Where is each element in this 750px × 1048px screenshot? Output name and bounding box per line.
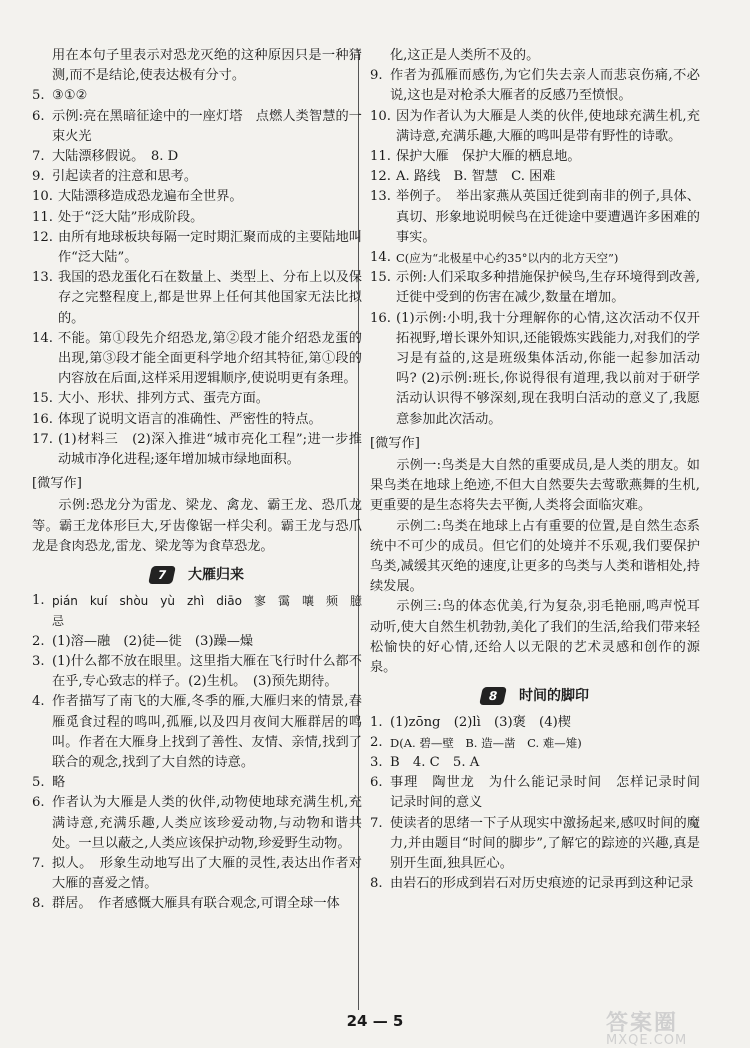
- answer-item: [370, 713, 700, 733]
- page-number: 24 — 5: [346, 1012, 404, 1030]
- answer-number: 6.: [32, 795, 45, 811]
- right-writing-examples: [370, 456, 700, 678]
- answer-number: 8.: [32, 896, 45, 912]
- answer-text: 事理 陶世龙 为什么能记录时间 怎样记录时间 记录时间的意义: [390, 775, 714, 811]
- answer-item: [32, 773, 362, 793]
- answer-number: 5.: [32, 775, 45, 791]
- watermark-url: MXQE.COM: [606, 1033, 688, 1048]
- right-answer-list: [370, 46, 700, 430]
- answer-number: 9.: [32, 169, 45, 185]
- answer-item: [370, 147, 700, 167]
- answer-number: 6.: [370, 775, 383, 791]
- answer-item: [32, 652, 362, 692]
- answer-text: 大陆漂移假说。 8. D: [52, 149, 179, 165]
- answer-text: 示例:人们采取多种措施保护候鸟,生存环境得到改善,迁徙中受到的伤害在减少,数量在增加。: [396, 270, 700, 306]
- section-7-heading: [32, 565, 362, 585]
- watermark-text: 答案圈: [606, 1011, 679, 1036]
- answer-item: [32, 187, 362, 207]
- answer-text: 作者为孤雁而感伤,为它们失去亲人而悲哀伤痛,不必说,这也是对枪杀大雁者的反感乃至愤恨。: [390, 68, 700, 104]
- answer-item: [32, 389, 362, 409]
- section-7-answers: [32, 591, 375, 914]
- answer-number: 5.: [32, 88, 45, 104]
- answer-number: 12.: [370, 169, 391, 185]
- left-answer-list: [32, 46, 362, 470]
- answer-text: pián kuí shòu yù zhì diāo 寥 霭 嚷 频 臆 忌: [52, 594, 375, 629]
- answer-item: [32, 894, 362, 914]
- answer-item: [32, 268, 362, 329]
- answer-number: 12.: [32, 229, 53, 245]
- answer-text: 化,这正是人类所不及的。: [390, 48, 540, 63]
- answer-text: 略: [52, 775, 66, 791]
- answer-item: [32, 632, 362, 652]
- answer-text: (1)溶—融 (2)徒—徙 (3)躁—燥: [52, 633, 254, 649]
- answer-text: (1)材料三 (2)深入推进“城市亮化工程”;进一步推动城市净化进程;逐年增加城市绿地面积。: [58, 431, 362, 468]
- answer-item: [32, 430, 362, 470]
- answer-number: 14.: [370, 250, 391, 266]
- answer-text: D(A. 碧—壁 B. 造—凿 C. 难—雉): [390, 735, 582, 750]
- answer-number: 15.: [370, 270, 391, 286]
- answer-item: [370, 107, 700, 147]
- answer-number: 14.: [32, 330, 53, 346]
- answer-text: A. 路线 B. 智慧 C. 困难: [396, 169, 556, 185]
- answer-item: [370, 773, 714, 813]
- answer-number: 7.: [32, 149, 45, 165]
- answer-item: [370, 309, 700, 430]
- answer-number: 16.: [32, 411, 53, 427]
- answer-item: [32, 208, 362, 228]
- answer-number: 4.: [32, 694, 45, 710]
- answer-item: [32, 228, 362, 268]
- section-7-title: 大雁归来: [188, 567, 244, 584]
- answer-number: 7.: [370, 815, 383, 831]
- answer-text: 使读者的思绪一下子从现实中激扬起来,感叹时间的魔力,并由题目“时间的脚步”,了解它的踪迹的兴趣,真是别开生面,独具匠心。: [390, 815, 700, 871]
- answer-number: 3.: [32, 653, 45, 669]
- answer-number: 13.: [370, 189, 391, 205]
- answer-item: [32, 46, 362, 86]
- answer-number: 7.: [32, 855, 45, 871]
- answer-text: 作者描写了南飞的大雁,冬季的雁,大雁归来的情景,春雁觅食过程的鸣叫,孤雁,以及四月夜间大雁群居的鸣叫。作者在大雁身上找到了善性、友情、亲情,找到了联合的观念,找到了大自然的诗意。: [52, 694, 362, 770]
- answer-item: [370, 187, 700, 248]
- section-7-badge: 7: [148, 566, 176, 584]
- answer-text: 群居。 作者感慨大雁具有联合观念,可谓全球一体: [52, 896, 340, 912]
- answer-item: [32, 854, 362, 894]
- answer-text: C(应为“北极星中心约35°以内的北方天空”): [396, 251, 619, 266]
- answer-item: [370, 46, 700, 66]
- section-8-heading: [370, 686, 700, 706]
- answer-text: 拟人。 形象生动地写出了大雁的灵性,表达出作者对大雁的喜爱之情。: [52, 855, 362, 892]
- answer-text: (1)什么都不放在眼里。这里指大雁在飞行时什么都不在乎,专心致志的样子。(2)生机。 (3)预先期待。: [52, 653, 362, 690]
- section-8-badge: 8: [479, 687, 507, 705]
- answer-text: 处于“泛大陆”形成阶段。: [58, 209, 204, 225]
- answer-item: [370, 814, 700, 875]
- answer-text: ③①②: [52, 88, 88, 104]
- right-column: [370, 46, 714, 894]
- answer-item: [370, 733, 700, 753]
- answer-text: 引起读者的注意和思考。: [52, 169, 198, 185]
- answer-text: 我国的恐龙蛋化石在数量上、类型上、分布上以及保存之完整程度上,都是世界上任何其他国家无法比拟的。: [58, 270, 362, 326]
- watermark-logo: [606, 1006, 736, 1048]
- answer-number: 1.: [32, 593, 45, 609]
- answer-number: 15.: [32, 391, 53, 407]
- writing-example: 示例一:鸟类是大自然的重要成员,是人类的朋友。如果鸟类在地球上绝迹,不但大自然要失去莺歌燕舞的生机,更重要的是生态将失去平衡,人类将会面临灾难。: [370, 458, 700, 514]
- answer-text: 大小、形状、排列方式、蛋壳方面。: [58, 391, 269, 407]
- left-writing-text: 示例:恐龙分为雷龙、梁龙、禽龙、霸王龙、恐爪龙等。霸王龙体形巨大,牙齿像锯一样尖利。霸王龙与恐爪龙是食肉恐龙,雷龙、梁龙等为食草恐龙。: [32, 498, 362, 554]
- answer-number: 1.: [370, 714, 383, 730]
- answer-number: 10.: [32, 189, 53, 205]
- answer-item: [370, 248, 700, 268]
- answer-text: 大陆漂移造成恐龙遍布全世界。: [58, 189, 243, 205]
- section-8-title: 时间的脚印: [519, 688, 589, 705]
- answer-item: [32, 329, 362, 390]
- right-writing-header: [微写作]: [370, 435, 420, 451]
- answer-item: [370, 753, 700, 773]
- answer-number: 13.: [32, 270, 53, 286]
- answer-number: 3.: [370, 754, 383, 770]
- answer-item: [32, 107, 362, 147]
- answer-number: 8.: [370, 876, 383, 892]
- answer-text: (1)示例:小明,我十分理解你的心情,这次活动不仅开拓视野,增长课外知识,还能锻炼实践能力,对我们的学习是有益的,这是班级集体活动,你能一起参加活动吗? (2)示例:班长,你说得很有道理,我以前对于研学活动认识得不够深刻,现在我明白活动的意义了,我愿意参加此次活动。: [396, 310, 700, 427]
- answer-number: 11.: [370, 149, 391, 165]
- answer-text: 不能。第①段先介绍恐龙,第②段才能介绍恐龙蛋的出现,第③段才能全面更科学地介绍其特征,第①段的内容放在后面,这样采用逻辑顺序,使说明更有条理。: [58, 330, 362, 387]
- answer-number: 2.: [32, 633, 45, 649]
- answer-text: 举例子。 举出家燕从英国迁徙到南非的例子,具体、真切、形象地说明候鸟在迁徙途中要遭遇许多困难的事实。: [396, 189, 700, 245]
- answer-item: [370, 167, 700, 187]
- answer-item: [32, 410, 362, 430]
- answer-item: [32, 167, 362, 187]
- answer-text: 示例:亮在黑暗征途中的一座灯塔 点燃人类智慧的一束火光: [52, 108, 362, 144]
- answer-item: [32, 692, 362, 773]
- answer-text: 因为作者认为大雁是人类的伙伴,使地球充满生机,充满诗意,充满乐趣,大雁的鸣叫是带有野性的诗歌。: [396, 108, 700, 144]
- answer-text: (1)zōng (2)lì (3)褒 (4)楔: [390, 714, 571, 730]
- answer-number: 6.: [32, 108, 45, 124]
- answer-number: 2.: [370, 734, 383, 750]
- left-writing-header: [微写作]: [32, 476, 82, 492]
- answer-number: 11.: [32, 209, 53, 225]
- section-8-answers: [370, 713, 714, 895]
- answer-number: 16.: [370, 310, 391, 326]
- answer-text: 用在本句子里表示对恐龙灭绝的这种原因只是一种猜测,而不是结论,使表达极有分寸。: [52, 48, 362, 84]
- answer-text: 体现了说明文语言的准确性、严密性的特点。: [58, 411, 322, 427]
- answer-text: 保护大雁 保护大雁的栖息地。: [396, 149, 581, 165]
- answer-item: [370, 874, 700, 894]
- answer-text: 由岩石的形成到岩石对历史痕迹的记录再到这种记录: [390, 876, 694, 892]
- answer-item: [32, 147, 362, 167]
- writing-example: 示例二:鸟类在地球上占有重要的位置,是自然生态系统中不可少的成员。但它们的处境并不乐观,我们要保护鸟类,减缓其灭绝的速度,让更多的鸟类与人类和谐相处,持续发展。: [370, 518, 700, 595]
- answer-item: [370, 268, 700, 308]
- left-column: [32, 46, 375, 915]
- answer-item: [32, 793, 362, 854]
- answer-number: 17.: [32, 431, 53, 447]
- answer-text: B 4. C 5. A: [390, 754, 480, 770]
- writing-example: 示例三:鸟的体态优美,行为复杂,羽毛艳丽,鸣声悦耳动听,使大自然生机勃勃,美化了我们的生活,给我们带来轻松愉快的好心情,还给人以无限的艺术灵感和创作的源泉。: [370, 599, 700, 676]
- answer-number: 9.: [370, 68, 383, 84]
- answer-item: [32, 86, 362, 106]
- answer-number: 10.: [370, 108, 391, 124]
- answer-text: 作者认为大雁是人类的伙伴,动物使地球充满生机,充满诗意,充满乐趣,人类应该珍爱动物,与动物和谐共处。一旦以蔽之,人类应该保护动物,珍爱野生动物。: [52, 795, 362, 851]
- answer-item: [370, 66, 700, 106]
- answer-item: [32, 591, 375, 631]
- answer-text: 由所有地球板块每隔一定时期汇聚而成的主要陆地叫作“泛大陆”。: [58, 229, 362, 266]
